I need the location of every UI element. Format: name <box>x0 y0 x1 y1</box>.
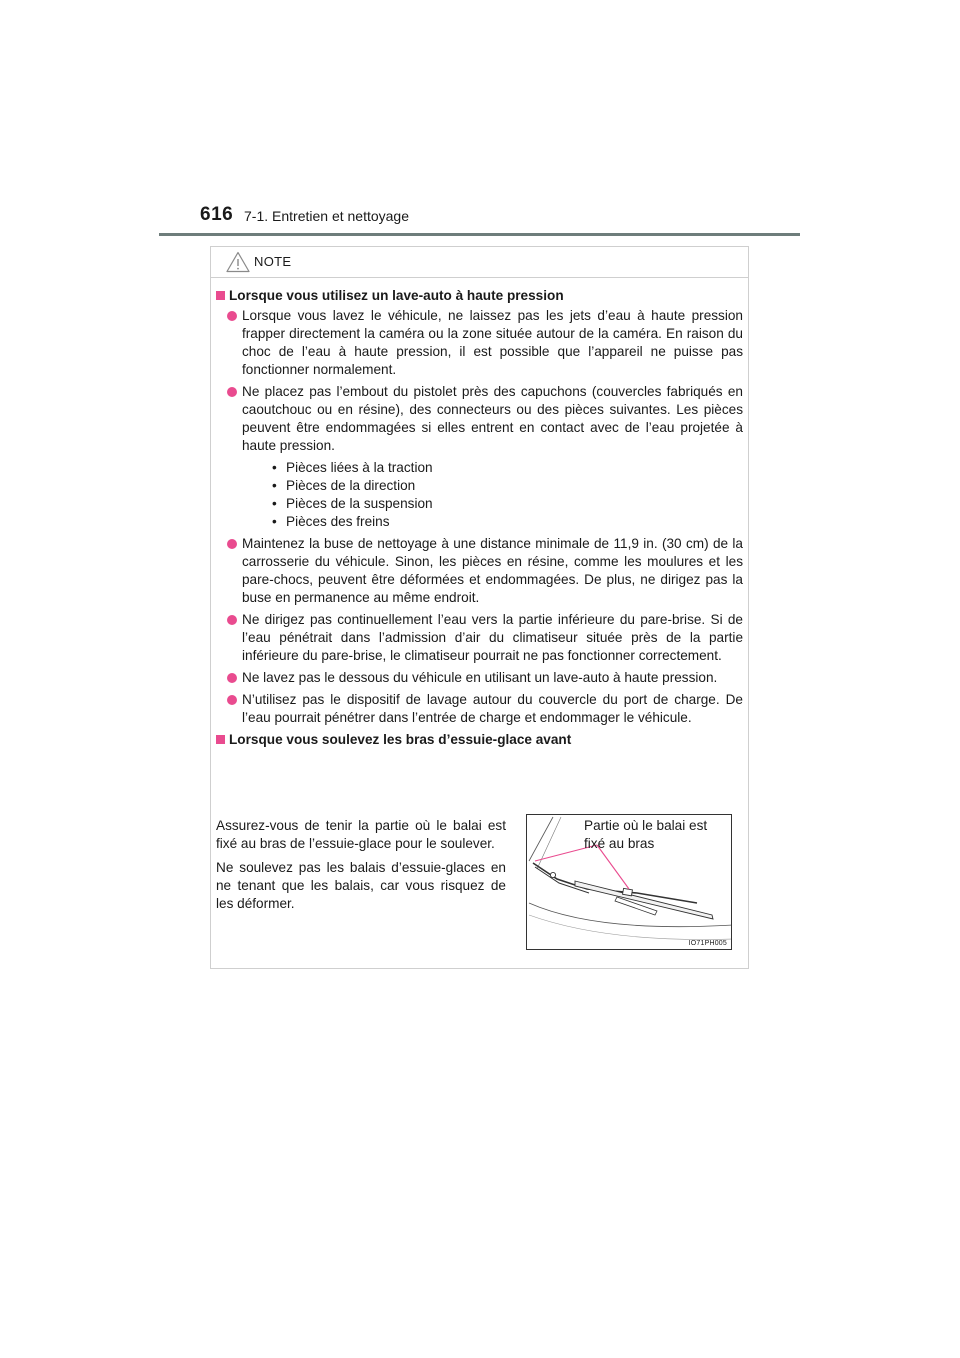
page-number: 616 <box>200 204 234 225</box>
list-item-text: Ne dirigez pas continuellement l’eau vers la partie inférieure du pare-brise. Si de l’eau pénétrait dans l’admission d’air du climatiseur située près de la partie inférieure du pare-brise, le climatiseur pourrait ne pas fonctionner correctement. <box>242 612 743 663</box>
parts-list-item-text: Pièces liées à la traction <box>286 460 433 475</box>
list-item-text: Lorsque vous lavez le véhicule, ne laissez pas les jets d’eau à haute pression frapper directement la caméra ou la zone située autour de la caméra. En raison du choc de l’eau à haute pression, il est possible que l’appareil ne puisse pas fonctionner normalement. <box>242 308 743 377</box>
list-item <box>216 535 743 607</box>
pink-dot-icon <box>227 539 237 549</box>
list-item-text: Ne lavez pas le dessous du véhicule en utilisant un lave-auto à haute pression. <box>242 670 718 685</box>
list-item <box>216 691 743 727</box>
pink-dot-icon <box>227 387 237 397</box>
parts-list-item-text: Pièces de la direction <box>286 478 416 493</box>
figure-callout-line: fixé au bras <box>584 836 655 851</box>
page-header <box>200 204 800 234</box>
parts-list-item: • Pièces de la direction <box>272 478 416 493</box>
header-rule <box>159 233 800 236</box>
note-header <box>211 247 748 278</box>
pressure-heading <box>216 287 743 305</box>
wiper-paragraph: Assurez-vous de tenir la partie où le balai est fixé au bras de l’essuie-glace pour le soulever. <box>216 818 506 851</box>
pink-dot-icon <box>227 673 237 683</box>
wiper-illustration <box>526 814 732 950</box>
figure-callout-line: Partie où le balai est <box>584 818 708 833</box>
wiper-heading <box>216 731 743 749</box>
parts-list <box>242 459 743 531</box>
pressure-heading-text: Lorsque vous utilisez un lave-auto à haute pression <box>229 288 564 303</box>
warning-triangle-icon <box>226 251 250 273</box>
note-label: NOTE <box>254 254 292 269</box>
list-item <box>216 383 743 531</box>
parts-list-item: • Pièces de la suspension <box>272 496 433 511</box>
list-item <box>216 669 743 687</box>
list-item-text: Maintenez la buse de nettoyage à une distance minimale de 11,9 in. (30 cm) de la carrosserie du véhicule. Sinon, les pièces en résine, comme les moulures et les pare-chocs, peuvent être déformées et endommagées. De plus, ne dirigez pas la buse en permanence au même endroit. <box>242 536 743 605</box>
list-item <box>216 307 743 379</box>
pink-dot-icon <box>227 311 237 321</box>
parts-list-item-text: Pièces de la suspension <box>286 496 433 511</box>
parts-list-item: • Pièces liées à la traction <box>272 460 433 475</box>
parts-list-item-text: Pièces des freins <box>286 514 390 529</box>
pink-square-icon <box>216 291 225 300</box>
figure-callout <box>584 817 707 853</box>
wiper-heading-text: Lorsque vous soulevez les bras d’essuie-glace avant <box>229 732 572 747</box>
parts-list-item: • Pièces des freins <box>272 514 390 529</box>
wiper-paragraph: Ne soulevez pas les balais d’essuie-glaces en ne tenant que les balais, car vous risquez de les déformer. <box>216 860 506 911</box>
list-item-text: Ne placez pas l’embout du pistolet près des capuchons (couvercles fabriqués en caoutchouc ou en résine), des connecteurs ou des pièces suivantes. Les pièces peuvent être endommagées si elles entrent en contact avec de l’eau projetée à haute pression. <box>242 384 743 453</box>
figure-code: IO71PH005 <box>688 940 727 947</box>
note-box <box>210 246 749 969</box>
pink-dot-icon <box>227 695 237 705</box>
list-item <box>216 611 743 665</box>
list-item-text: N’utilisez pas le dispositif de lavage autour du couvercle du port de charge. De l’eau pourrait pénétrer dans l’entrée de charge et endommager le véhicule. <box>242 692 743 725</box>
wiper-instructions <box>216 817 506 919</box>
note-content <box>216 287 743 751</box>
pink-square-icon <box>216 735 225 744</box>
pink-dot-icon <box>227 615 237 625</box>
section-title: 7-1. Entretien et nettoyage <box>244 208 409 224</box>
